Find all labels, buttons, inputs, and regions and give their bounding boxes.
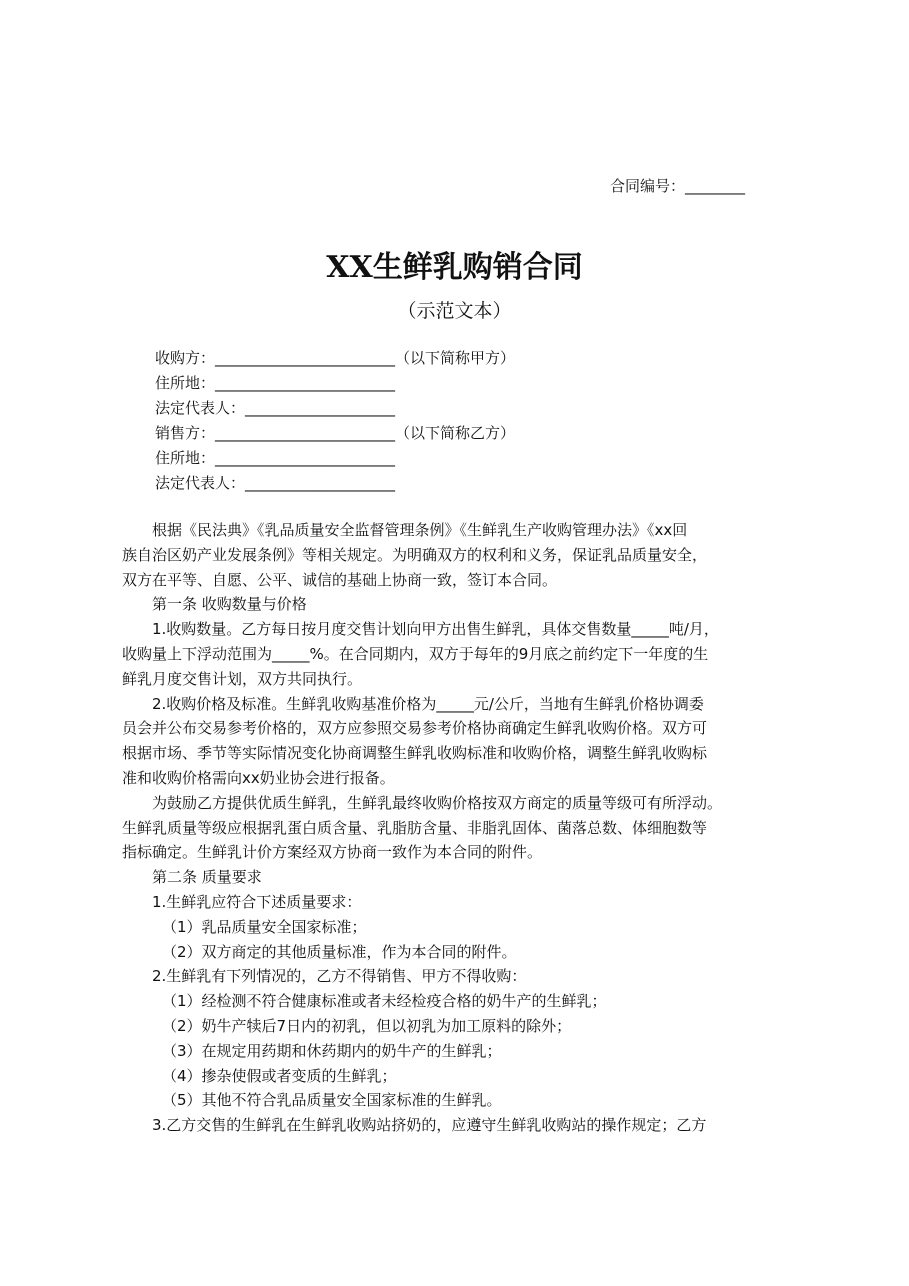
seller-address-line: 住所地：________________________ bbox=[155, 449, 396, 467]
seller-representative-line: 法定代表人：____________________ bbox=[155, 474, 396, 492]
contract-body bbox=[122, 518, 802, 1138]
buyer-address-line: 住所地：________________________ bbox=[155, 374, 396, 392]
body-line: （2）奶牛产犊后7日内的初乳，但以初乳为加工原料的除外； bbox=[162, 1016, 572, 1035]
contract-number: 合同编号：________ bbox=[610, 177, 746, 195]
body-line: （3）在规定用药期和休药期内的奶牛产的生鲜乳； bbox=[162, 1041, 502, 1060]
body-line: 族自治区奶产业发展条例》等相关规定。为明确双方的权利和义务，保证乳品质量安全， bbox=[122, 545, 708, 564]
body-line: 第一条 收购数量与价格 bbox=[152, 595, 307, 614]
body-line: 指标确定。生鲜乳计价方案经双方协商一致作为本合同的附件。 bbox=[122, 843, 543, 862]
body-line: 员会并公布交易参考价格的，双方应参照交易参考价格协商确定生鲜乳收购价格。双方可 bbox=[122, 719, 708, 738]
body-line: 鲜乳月度交售计划，双方共同执行。 bbox=[122, 669, 363, 688]
seller-line: 销售方：________________________（以下简称乙方） bbox=[155, 424, 516, 442]
body-line: （2）双方商定的其他质量标准，作为本合同的附件。 bbox=[162, 942, 517, 961]
buyer-line: 收购方：________________________（以下简称甲方） bbox=[155, 349, 516, 367]
party-info bbox=[155, 346, 755, 496]
body-line: 生鲜乳质量等级应根据乳蛋白质含量、乳脂肪含量、非脂乳固体、菌落总数、体细胞数等 bbox=[122, 818, 708, 837]
document-title: XX生鲜乳购销合同 bbox=[326, 250, 583, 285]
body-line: 根据《民法典》《乳品质量安全监督管理条例》《生鲜乳生产收购管理办法》《xx回 bbox=[152, 521, 688, 539]
body-line: （1）经检测不符合健康标准或者未经检疫合格的奶牛产的生鲜乳； bbox=[162, 992, 607, 1011]
body-line: 1.生鲜乳应符合下述质量要求： bbox=[152, 892, 362, 911]
body-line: 为鼓励乙方提供优质生鲜乳，生鲜乳最终收购价格按双方商定的质量等级可有所浮动。 bbox=[152, 793, 723, 812]
body-line: 准和收购价格需向xx奶业协会进行报备。 bbox=[122, 768, 395, 787]
body-line: （4）掺杂使假或者变质的生鲜乳； bbox=[162, 1066, 397, 1085]
body-line: 收购量上下浮动范围为_____%。在合同期内，双方于每年的9月底之前约定下一年度的生 bbox=[122, 644, 709, 663]
body-line: 2.收购价格及标准。生鲜乳收购基准价格为_____元/公斤，当地有生鲜乳价格协调委 bbox=[152, 694, 704, 713]
body-line: 1.收购数量。乙方每日按月度交售计划向甲方出售生鲜乳，具体交售数量_____吨/月， bbox=[152, 620, 719, 639]
body-line: 第二条 质量要求 bbox=[152, 868, 262, 887]
document-subtitle: （示范文本） bbox=[397, 300, 512, 322]
body-line: 3.乙方交售的生鲜乳在生鲜乳收购站挤奶的，应遵守生鲜乳收购站的操作规定；乙方 bbox=[152, 1116, 707, 1135]
body-line: 2.生鲜乳有下列情况的，乙方不得销售、甲方不得收购： bbox=[152, 967, 527, 986]
body-line: 双方在平等、自愿、公平、诚信的基础上协商一致，签订本合同。 bbox=[122, 570, 558, 589]
body-line: （1）乳品质量安全国家标准； bbox=[162, 917, 367, 936]
body-line: （5）其他不符合乳品质量安全国家标准的生鲜乳。 bbox=[162, 1091, 502, 1110]
body-line: 根据市场、季节等实际情况变化协商调整生鲜乳收购标准和收购价格，调整生鲜乳收购标 bbox=[122, 744, 708, 763]
buyer-representative-line: 法定代表人：____________________ bbox=[155, 399, 396, 417]
